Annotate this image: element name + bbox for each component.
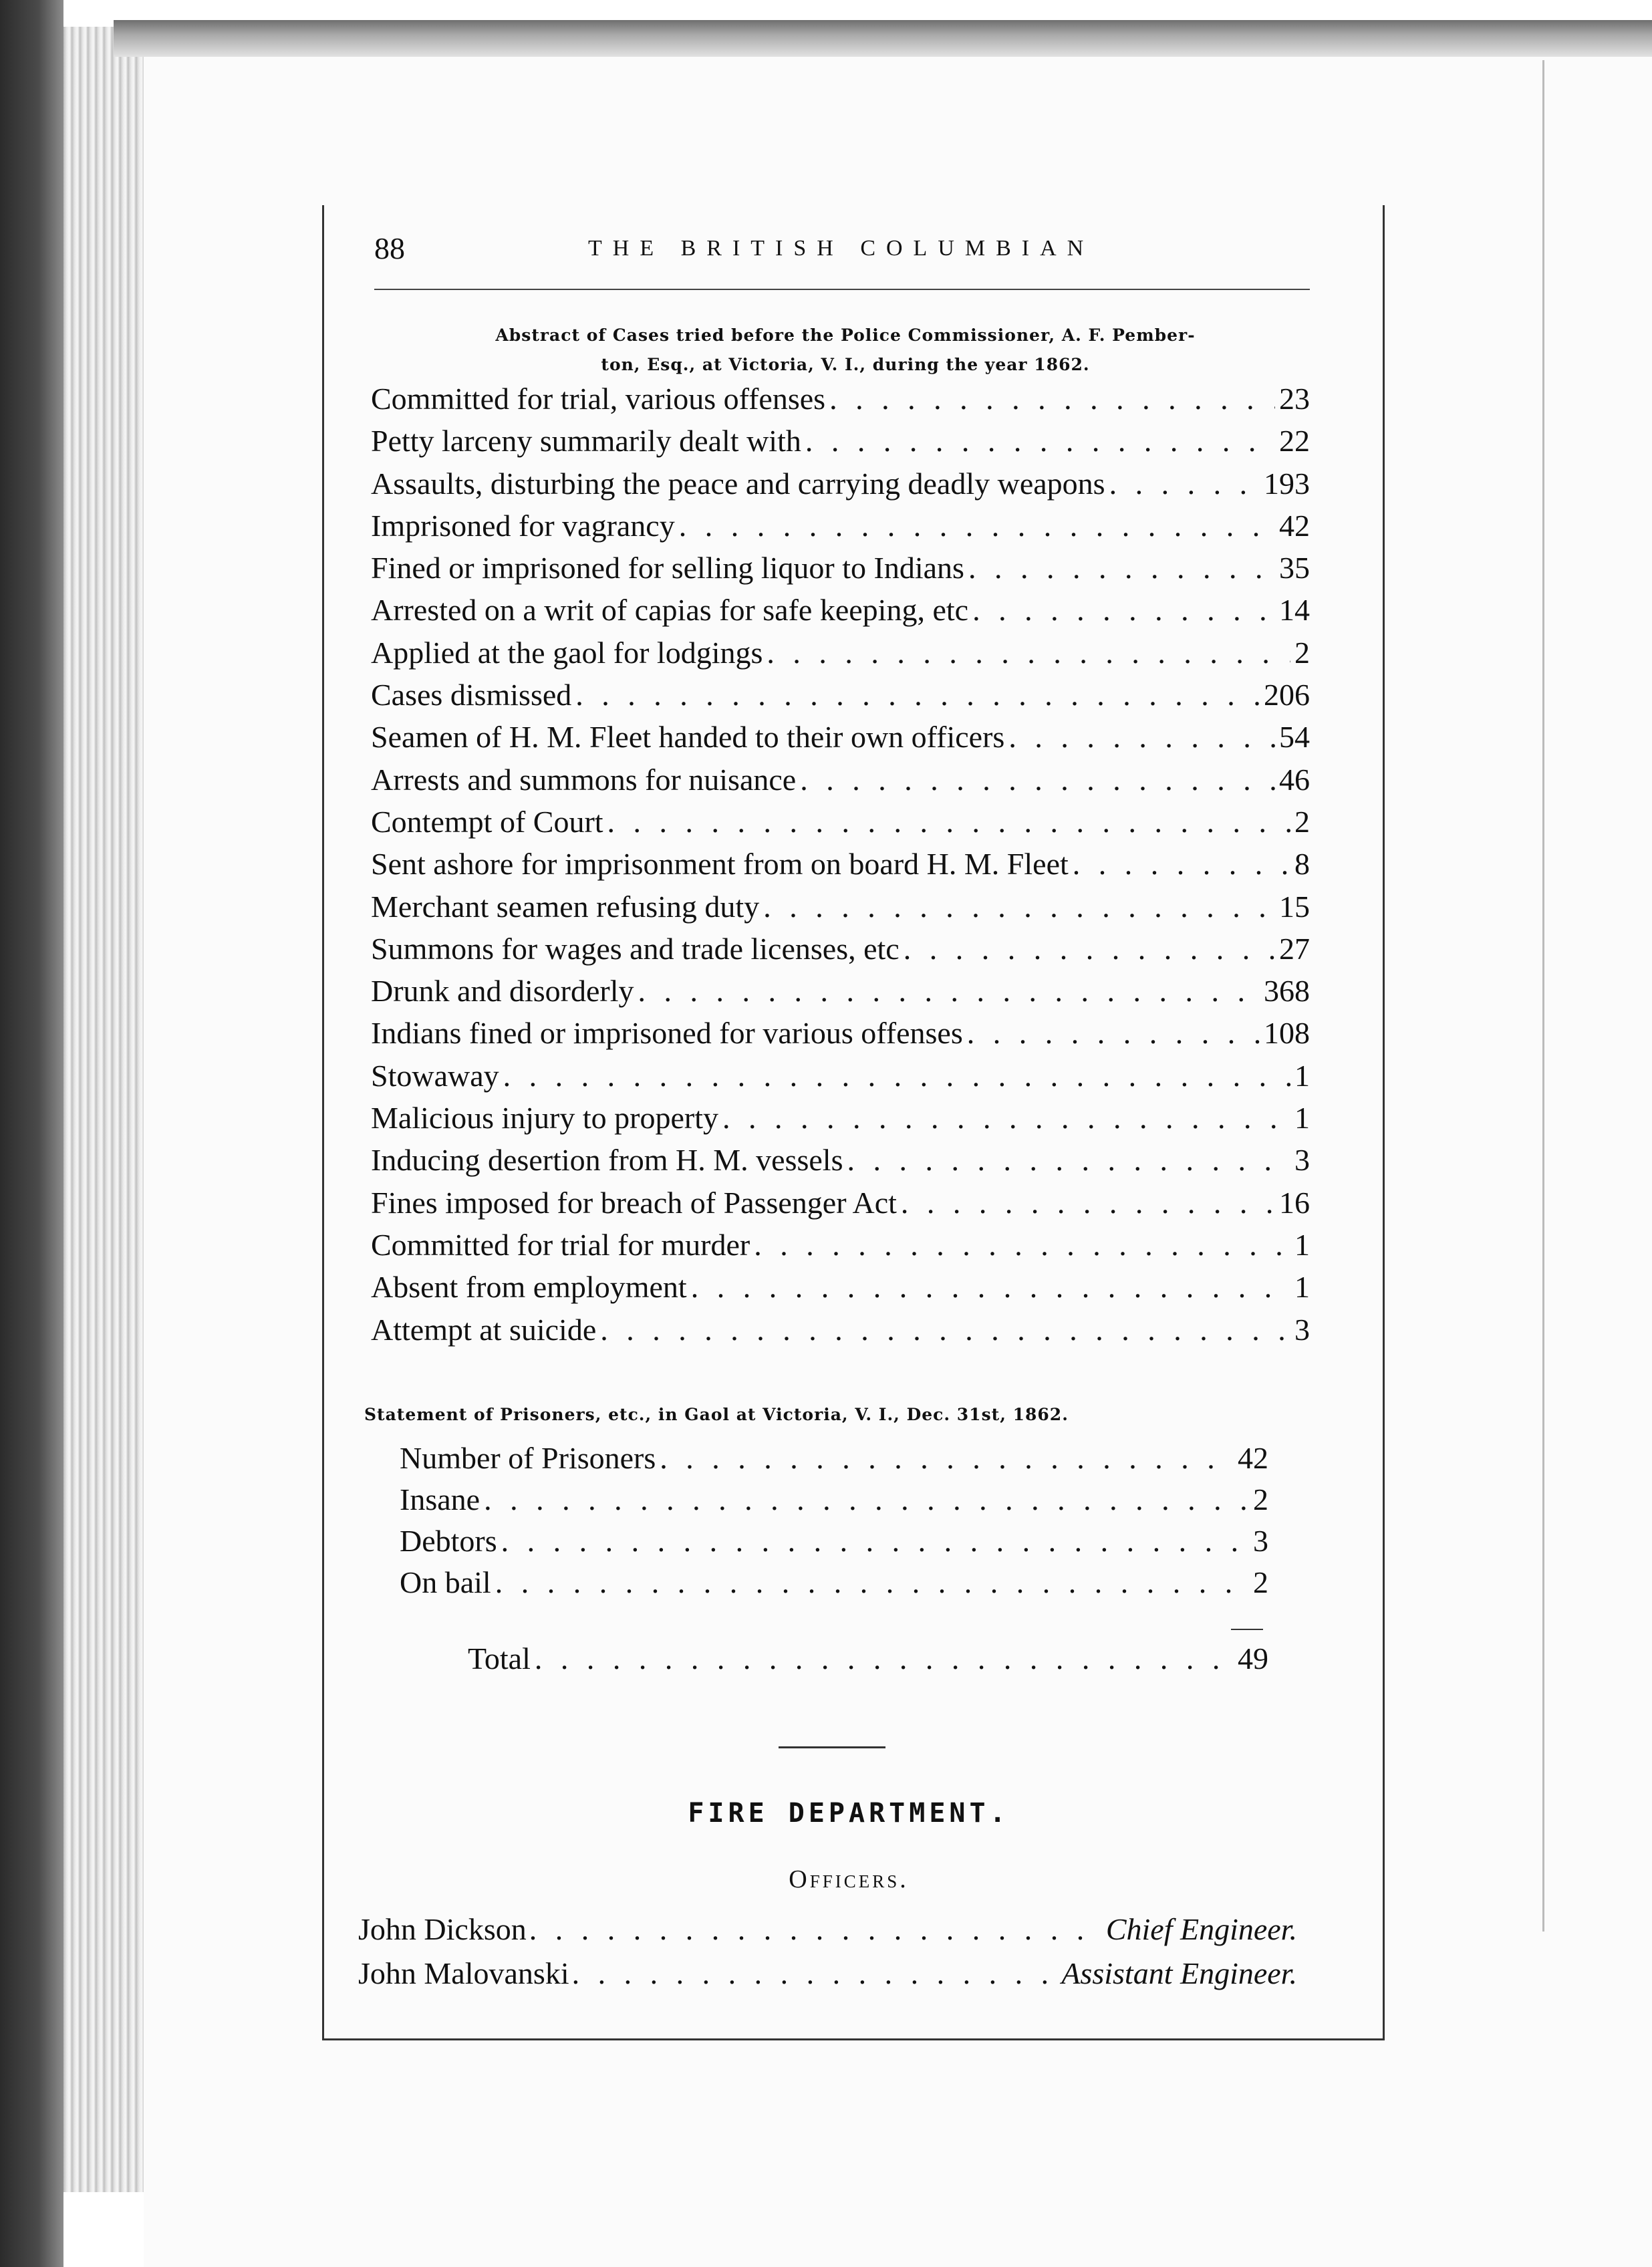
leader-dots [495, 1565, 1249, 1600]
statement-value: 3 [1253, 1524, 1268, 1558]
entry-label: Seamen of H. M. Fleet handed to their own officers [371, 720, 1005, 755]
officers-title: Officers. [789, 1865, 909, 1893]
leader-dots [805, 423, 1275, 458]
list-item [358, 1956, 1297, 2000]
entry-value: 16 [1279, 1185, 1310, 1220]
entry-value: 3 [1294, 1143, 1310, 1178]
entry-value: 2 [1294, 635, 1310, 670]
leader-dots [679, 508, 1275, 543]
entry-value: 368 [1264, 974, 1310, 1009]
list-item [371, 1100, 1310, 1142]
entry-value: 1 [1294, 1227, 1310, 1262]
leader-dots [901, 1185, 1275, 1220]
list-item [371, 973, 1310, 1015]
leader-dots [607, 804, 1290, 839]
statement-label: Number of Prisoners [400, 1441, 656, 1475]
entry-label: Petty larceny summarily dealt with [371, 424, 801, 458]
total-row [468, 1641, 1268, 1682]
entry-label: Fined or imprisoned for selling liquor to Indians [371, 551, 964, 585]
list-item [400, 1440, 1268, 1482]
prisoner-statement [400, 1440, 1268, 1606]
entry-value: 206 [1264, 678, 1310, 712]
entry-label: Imprisoned for vagrancy [371, 508, 675, 543]
list-item [371, 846, 1310, 888]
total-rule [1231, 1629, 1263, 1630]
entry-label: Absent from employment [371, 1270, 687, 1305]
section-divider [779, 1746, 885, 1748]
entry-label: Merchant seamen refusing duty [371, 889, 760, 924]
list-item [371, 592, 1310, 634]
entry-value: 3 [1294, 1312, 1310, 1347]
leader-dots [904, 931, 1275, 966]
entry-value: 1 [1294, 1270, 1310, 1305]
leader-dots [847, 1142, 1291, 1178]
entry-label: Arrested on a writ of capias for safe keeping, etc [371, 593, 969, 628]
entry-label: Committed for trial for murder [371, 1227, 750, 1262]
page-edges [63, 27, 144, 2192]
entry-value: 14 [1279, 593, 1310, 628]
list-item [400, 1523, 1268, 1565]
total-value: 49 [1238, 1641, 1268, 1676]
running-title: THE BRITISH COLUMBIAN [588, 236, 1095, 261]
list-item [371, 1269, 1310, 1311]
list-item [371, 804, 1310, 846]
entry-label: Assaults, disturbing the peace and carrying deadly weapons [371, 466, 1105, 501]
entry-value: 54 [1279, 720, 1310, 755]
leader-dots [535, 1641, 1234, 1676]
leader-dots [754, 1227, 1290, 1262]
leader-dots [1073, 846, 1290, 882]
list-item [400, 1565, 1268, 1606]
list-item [371, 550, 1310, 592]
statement-value: 42 [1238, 1441, 1268, 1475]
leader-dots [691, 1269, 1290, 1305]
entry-label: Fines imposed for breach of Passenger Act [371, 1185, 897, 1220]
entry-value: 15 [1279, 889, 1310, 924]
leader-dots [1109, 466, 1260, 501]
entry-label: Malicious injury to property [371, 1101, 718, 1136]
leader-dots [503, 1058, 1290, 1093]
list-item [371, 1058, 1310, 1100]
list-item [371, 508, 1310, 550]
statement-value: 2 [1253, 1482, 1268, 1516]
entry-label: Attempt at suicide [371, 1312, 597, 1347]
entry-label: Cases dismissed [371, 678, 572, 712]
entry-value: 42 [1279, 508, 1310, 543]
entry-label: Drunk and disorderly [371, 974, 634, 1009]
leader-dots [572, 1956, 1059, 1991]
entry-label: Stowaway [371, 1058, 499, 1093]
list-item [371, 1185, 1310, 1227]
list-item [371, 762, 1310, 804]
entry-label: Sent ashore for imprisonment from on board H. M. Fleet [371, 847, 1069, 882]
statement-label: Insane [400, 1482, 480, 1516]
total-label: Total [468, 1641, 531, 1676]
list-item [371, 1227, 1310, 1269]
leader-dots [529, 1911, 1103, 1947]
officer-role: Assistant Engineer. [1061, 1956, 1297, 1990]
entry-value: 193 [1264, 466, 1310, 501]
list-item [371, 1312, 1310, 1354]
fire-department-title: FIRE DEPARTMENT. [688, 1798, 1010, 1829]
list-item [371, 381, 1310, 423]
leader-dots [638, 973, 1260, 1009]
list-item [371, 466, 1310, 508]
page-fold-line [1542, 60, 1544, 1931]
entry-value: 108 [1264, 1016, 1310, 1051]
statement-heading: Statement of Prisoners, etc., in Gaol at Victoria, V. I., Dec. 31st, 1862. [364, 1405, 1069, 1424]
officer-name: John Dickson [358, 1912, 527, 1946]
entry-value: 22 [1279, 424, 1310, 458]
list-item [371, 889, 1310, 931]
statement-label: Debtors [400, 1524, 497, 1558]
leader-dots [767, 635, 1290, 670]
abstract-entries [371, 381, 1310, 1354]
abstract-heading-line-2: ton, Esq., at Victoria, V. I., during the year 1862. [601, 355, 1090, 374]
entry-value: 1 [1294, 1101, 1310, 1136]
entry-label: Indians fined or imprisoned for various offenses [371, 1016, 963, 1051]
list-item [358, 1911, 1297, 1956]
entry-label: Arrests and summons for nuisance [371, 762, 797, 797]
entry-value: 46 [1279, 762, 1310, 797]
list-item [371, 677, 1310, 719]
entry-value: 23 [1279, 382, 1310, 416]
leader-dots [967, 1015, 1260, 1051]
entry-value: 2 [1294, 804, 1310, 839]
leader-dots [501, 1523, 1249, 1559]
leader-dots [575, 677, 1260, 712]
entry-label: Committed for trial, various offenses [371, 382, 826, 416]
entry-value: 35 [1279, 551, 1310, 585]
statement-label: On bail [400, 1565, 491, 1599]
list-item [400, 1482, 1268, 1523]
leader-dots [800, 762, 1275, 797]
page-top-edge [114, 20, 1652, 57]
entry-value: 8 [1294, 847, 1310, 882]
officer-name: John Malovanski [358, 1956, 569, 1990]
entry-value: 27 [1279, 931, 1310, 966]
running-header [374, 231, 1323, 277]
list-item [371, 1142, 1310, 1184]
entry-label: Summons for wages and trade licenses, etc [371, 931, 900, 966]
leader-dots [722, 1100, 1290, 1136]
leader-dots [968, 550, 1275, 585]
abstract-heading [371, 321, 1320, 380]
book-binding-shadow [0, 0, 63, 2267]
leader-dots [829, 381, 1275, 416]
officers-list [358, 1911, 1297, 2000]
leader-dots [1008, 719, 1275, 755]
entry-label: Applied at the gaol for lodgings [371, 635, 763, 670]
list-item [371, 635, 1310, 677]
abstract-heading-line-1: Abstract of Cases tried before the Police Commissioner, A. F. Pember- [495, 325, 1196, 345]
leader-dots [484, 1482, 1249, 1517]
list-item [371, 423, 1310, 465]
officer-role: Chief Engineer. [1105, 1912, 1297, 1946]
entry-label: Contempt of Court [371, 804, 603, 839]
leader-dots [660, 1440, 1234, 1476]
page-number: 88 [374, 231, 405, 265]
entry-value: 1 [1294, 1058, 1310, 1093]
header-rule [374, 289, 1310, 290]
leader-dots [763, 889, 1275, 924]
list-item [371, 931, 1310, 973]
leader-dots [972, 592, 1275, 628]
entry-label: Inducing desertion from H. M. vessels [371, 1143, 843, 1178]
list-item [371, 1015, 1310, 1057]
statement-value: 2 [1253, 1565, 1268, 1599]
leader-dots [600, 1312, 1290, 1347]
list-item [371, 719, 1310, 761]
